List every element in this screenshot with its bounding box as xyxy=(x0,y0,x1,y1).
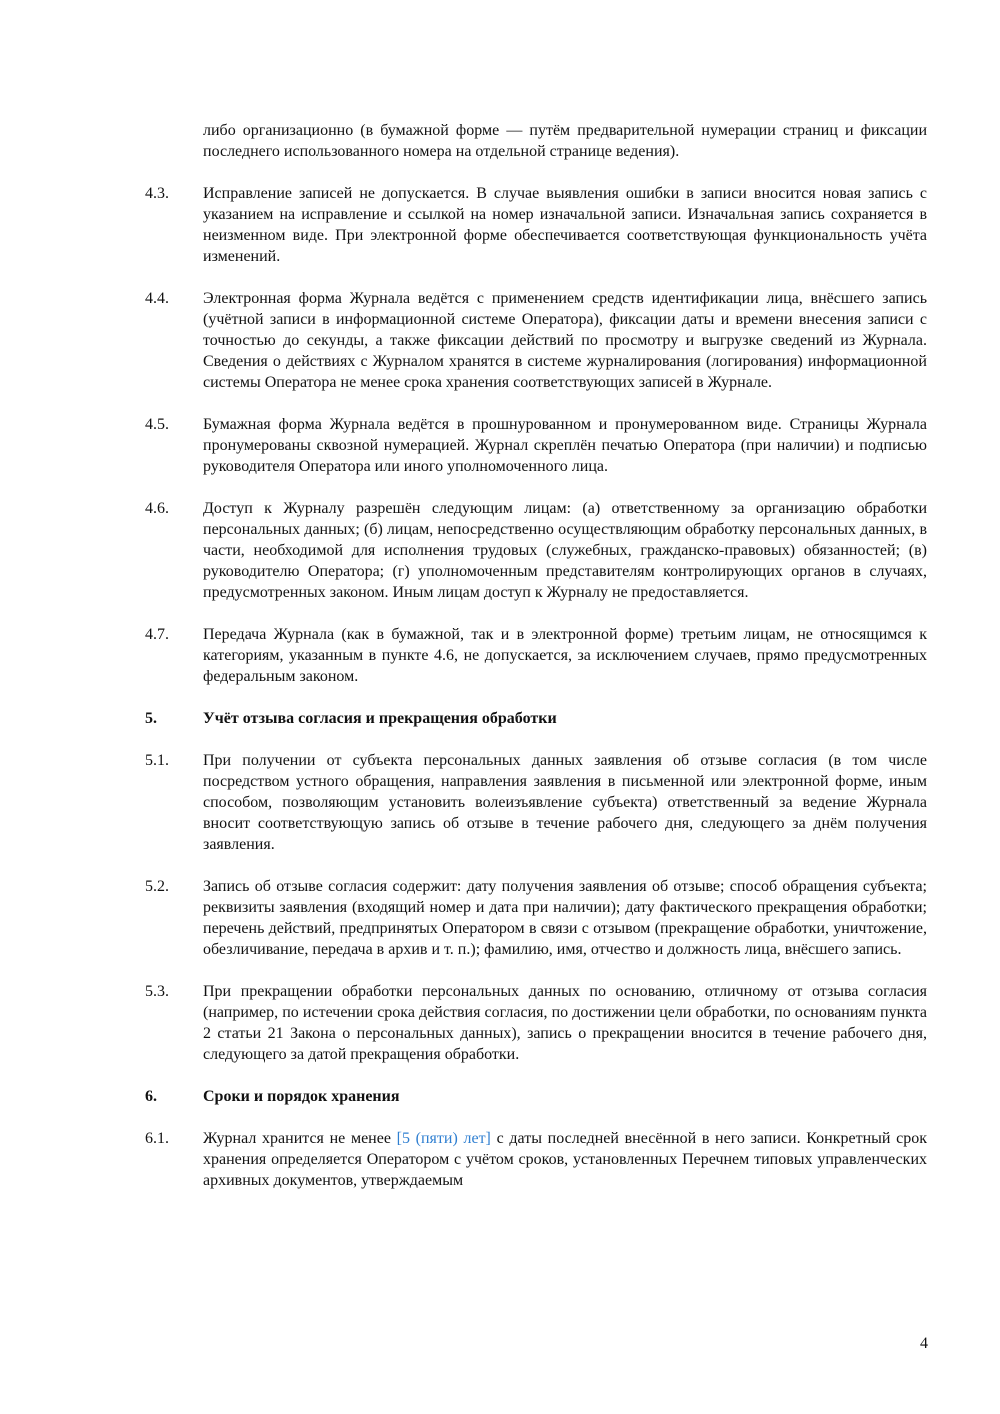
paragraph-number: 4.5. xyxy=(145,416,169,433)
paragraph-text: Исправление записей не допускается. В случае выявления ошибки в записи вносится новая запись с указанием на исправление и ссылкой на номер изначальной записи. Изначальная запись сохраняется в неизменном виде. При электронной форме обеспечивается соответствующая функциональность учёта изменений. xyxy=(203,185,927,265)
section-5-heading xyxy=(0,708,1000,729)
paragraph-text: Электронная форма Журнала ведётся с применением средств идентификации лица, внёсшего запись (учётной записи в информационной системе Оператора), фиксации даты и времени внесения записи с точностью до секунды, а также фиксации действий по просмотру и выгрузке сведений из Журнала. Сведения о действиях с Журналом хранятся в системе журналирования (логирования) информационной системы Оператора не менее срока хранения соответствующих записей в Журнале. xyxy=(203,290,927,391)
paragraph-4-4 xyxy=(0,288,1000,393)
paragraph-text xyxy=(203,1128,927,1191)
page-number: 4 xyxy=(920,1335,928,1352)
paragraph-4-6 xyxy=(0,498,1000,603)
highlighted-placeholder: [5 (пяти) лет] xyxy=(396,1130,491,1147)
section-number: 6. xyxy=(145,1088,157,1105)
page-content xyxy=(0,120,1000,1212)
section-title: Сроки и порядок хранения xyxy=(203,1088,400,1105)
paragraph-5-3 xyxy=(0,981,1000,1065)
section-number: 5. xyxy=(145,710,157,727)
paragraph-text: Запись об отзыве согласия содержит: дату получения заявления об отзыве; способ обращения субъекта; реквизиты заявления (входящий номер и дата при наличии); дату фактического прекращения обработки; перечень действий, предпринятых Оператором в связи с отзывом (прекращение обработки, уничтожение, обезличивание, передача в архив и т. п.); фамилию, имя, отчество и должность лица, внёсшего запись. xyxy=(203,878,927,958)
section-title: Учёт отзыва согласия и прекращения обработки xyxy=(203,710,557,727)
paragraph-4-7 xyxy=(0,624,1000,687)
paragraph-4-5 xyxy=(0,414,1000,477)
paragraph-5-1 xyxy=(0,750,1000,855)
text-before-highlight: Журнал хранится не менее xyxy=(203,1130,397,1147)
paragraph-5-2 xyxy=(0,876,1000,960)
paragraph-number: 5.2. xyxy=(145,878,169,895)
section-6-heading xyxy=(0,1086,1000,1107)
paragraph-text: При прекращении обработки персональных данных по основанию, отличному от отзыва согласия (например, по истечении срока действия согласия, по достижении цели обработки, по основаниям пункта 2 статьи 21 Закона о персональных данных), запись о прекращении вносится в течение рабочего дня, следующего за датой прекращения обработки. xyxy=(203,983,927,1063)
paragraph-text: Доступ к Журналу разрешён следующим лицам: (а) ответственному за организацию обработки персональных данных; (б) лицам, непосредственно осуществляющим обработку персональных данных, в части, необходимой для исполнения трудовых (служебных, гражданско-правовых) обязанностей; (в) руководителю Оператора; (г) уполномоченным представителям контролирующих органов в случаях, предусмотренных законом. Иным лицам доступ к Журналу не предоставляется. xyxy=(203,500,927,601)
paragraph-number: 5.3. xyxy=(145,983,169,1000)
paragraph-6-1 xyxy=(0,1128,1000,1191)
text-after-highlight: с даты последней внесённой в него записи. Конкретный срок хранения определяется Оператором с учётом сроков, установленных Перечнем типовых управленческих архивных документов, утверждаемым xyxy=(203,1130,928,1189)
paragraph-number: 4.3. xyxy=(145,185,169,202)
paragraph-number: 4.7. xyxy=(145,626,169,643)
paragraph-continuation xyxy=(0,120,1000,162)
paragraph-4-3 xyxy=(0,183,1000,267)
paragraph-number: 4.6. xyxy=(145,500,169,517)
paragraph-text: Передача Журнала (как в бумажной, так и в электронной форме) третьим лицам, не относящимся к категориям, указанным в пункте 4.6, не допускается, за исключением случаев, прямо предусмотренных федеральным законом. xyxy=(203,626,927,685)
paragraph-text: Бумажная форма Журнала ведётся в прошнурованном и пронумерованном виде. Страницы Журнала пронумерованы сквозной нумерацией. Журнал скреплён печатью Оператора (при наличии) и подписью руководителя Оператора или иного уполномоченного лица. xyxy=(203,416,927,475)
paragraph-number: 6.1. xyxy=(145,1130,169,1147)
paragraph-number: 4.4. xyxy=(145,290,169,307)
paragraph-text: либо организационно (в бумажной форме — путём предварительной нумерации страниц и фиксации последнего использованного номера на отдельной странице ведения). xyxy=(203,122,927,160)
paragraph-text: При получении от субъекта персональных данных заявления об отзыве согласия (в том числе посредством устного обращения, направления заявления в письменной или электронной форме, иным способом, позволяющим установить волеизъявление субъекта) ответственный за ведение Журнала вносит соответствующую запись об отзыве в течение рабочего дня, следующего за днём получения заявления. xyxy=(203,752,927,853)
paragraph-number: 5.1. xyxy=(145,752,169,769)
